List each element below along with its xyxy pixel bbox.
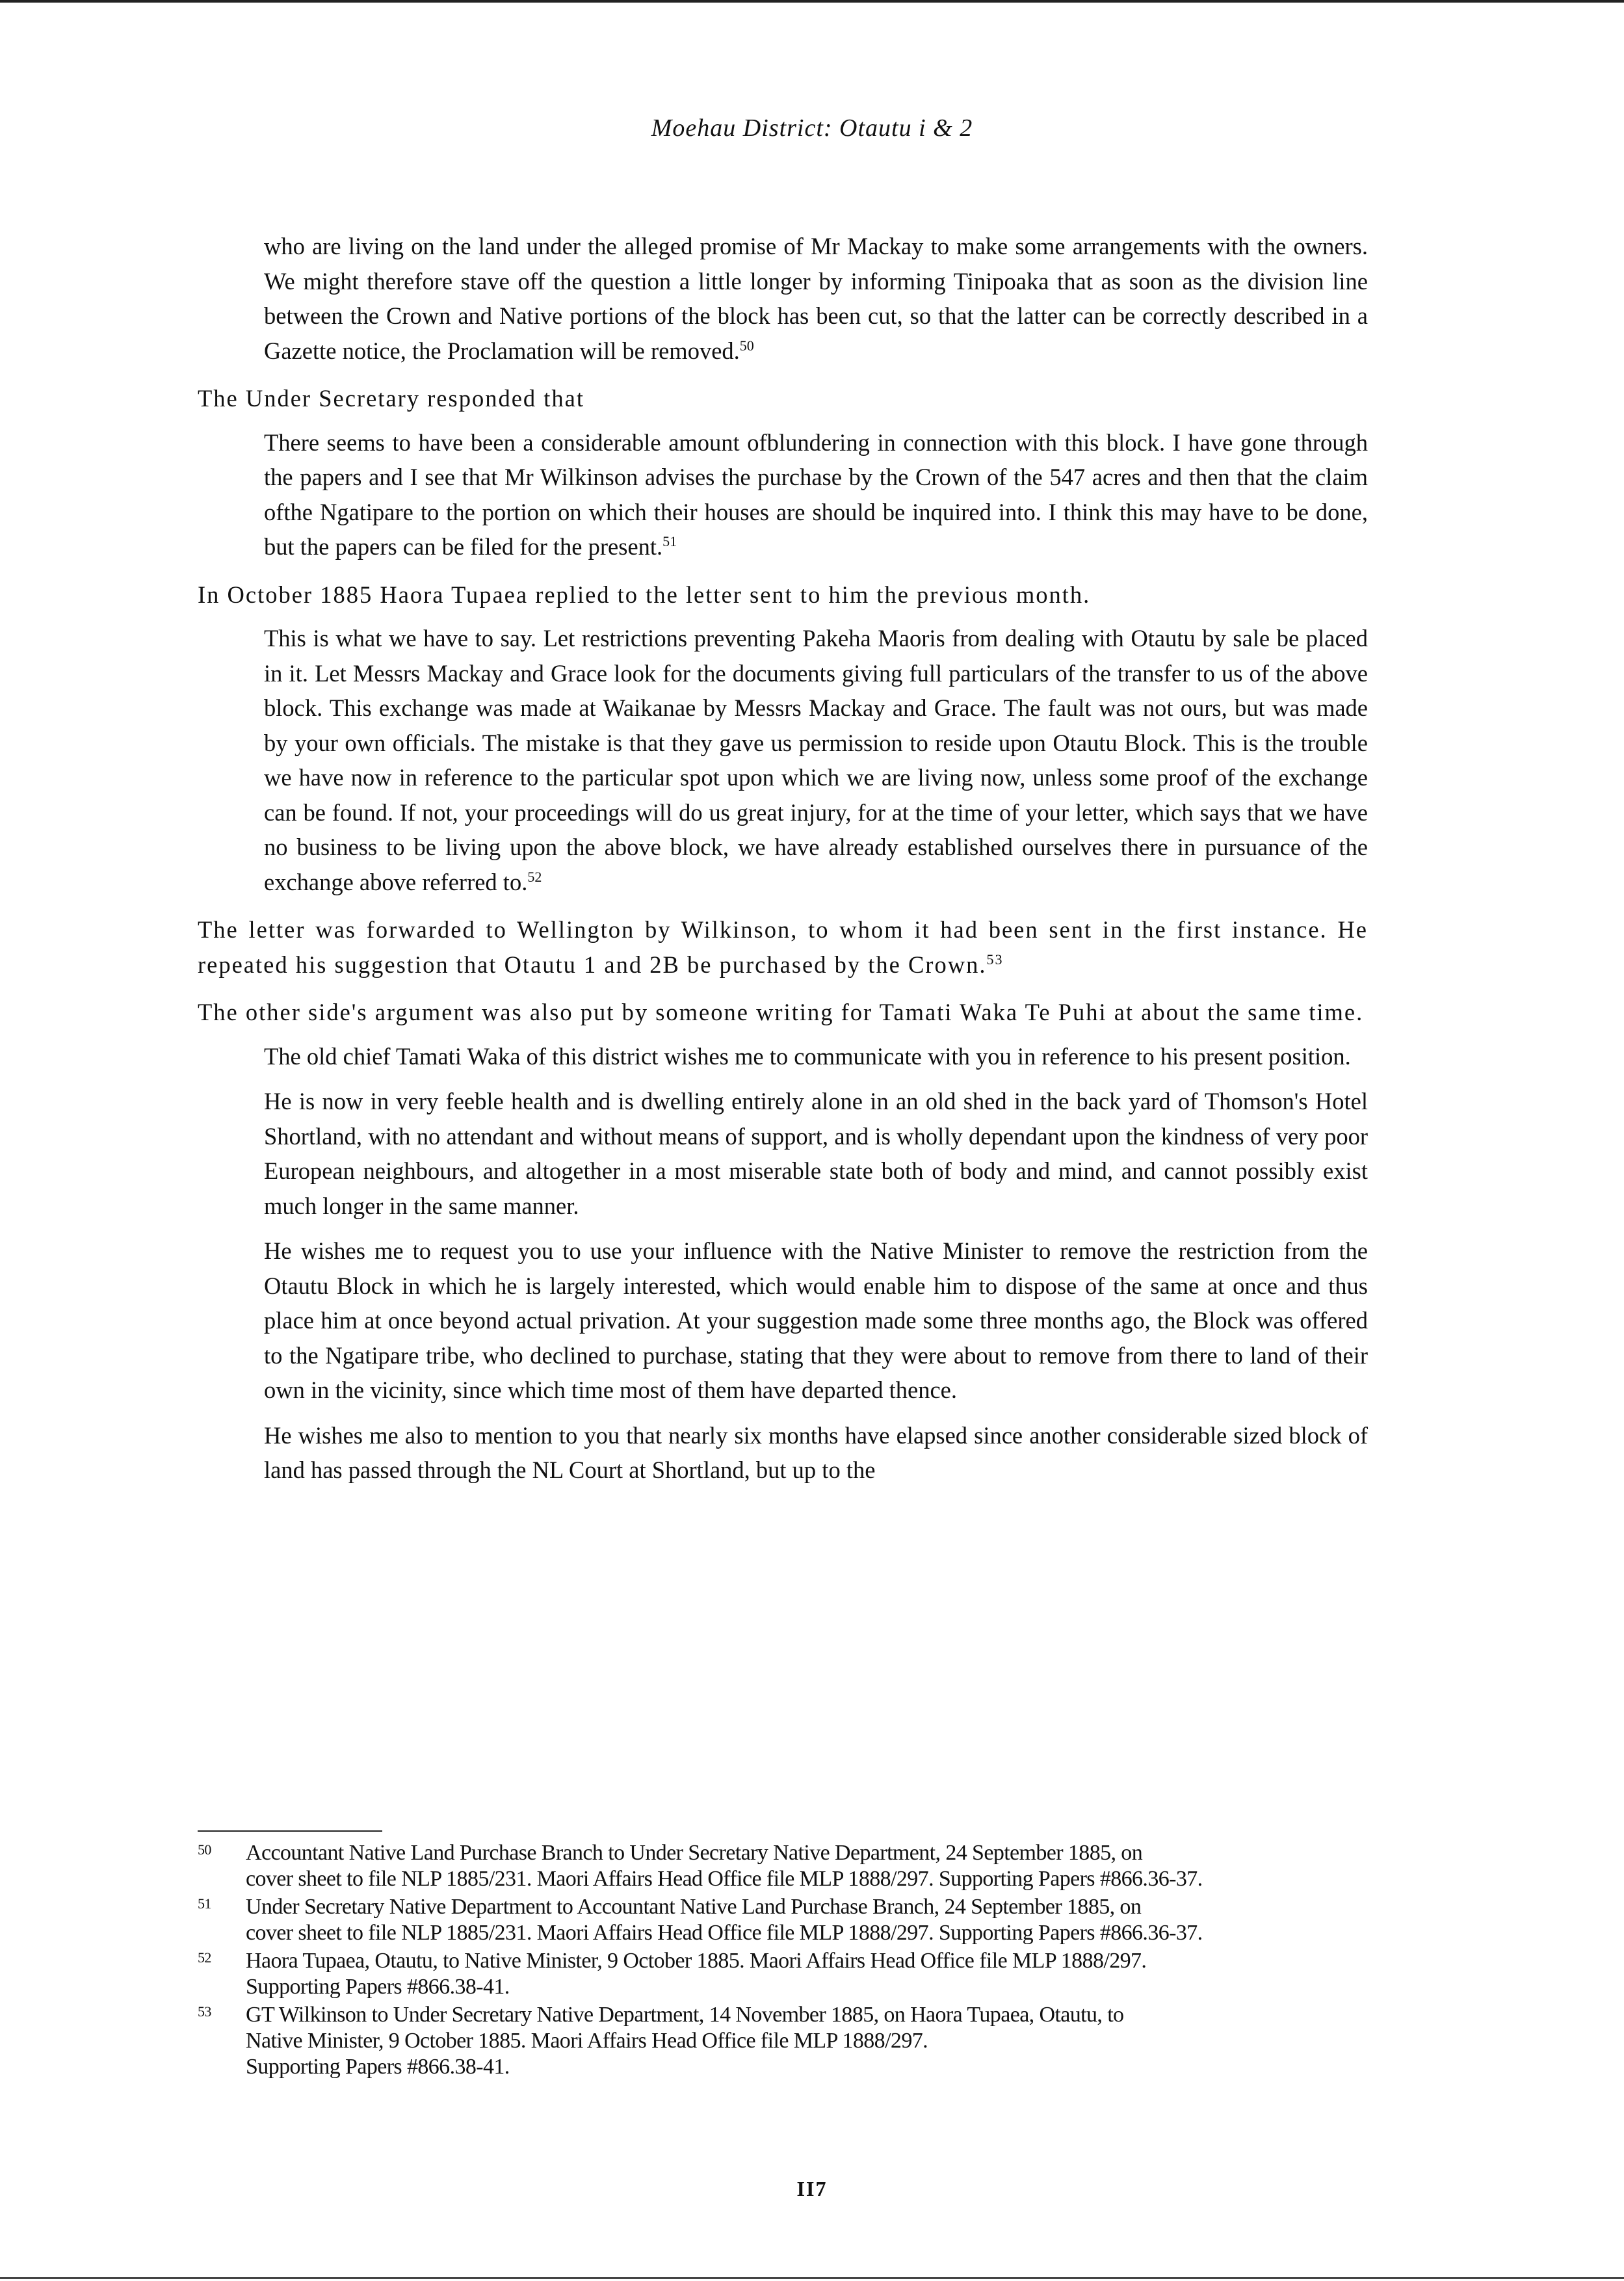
footnote-number: 52 [198, 1949, 211, 1966]
quote-text: The old chief Tamati Waka of this district wishes me to communicate with you in reference to his present position. [264, 1042, 1351, 1070]
running-head: Moehau District: Otautu i & 2 [651, 114, 973, 142]
narrative-paragraph [198, 912, 1368, 982]
footnote-line: Accountant Native Land Purchase Branch to Under Secretary Native Department, 24 September 1885, on [246, 1841, 1143, 1865]
footnote-line: Supporting Papers #866.38-41. [246, 1975, 510, 1999]
narrative-text: The letter was forwarded to Wellington by Wilkinson, to whom it had been sent in the first instance. He repeated his suggestion that Otautu 1 and 2B be purchased by the Crown. [198, 916, 1368, 978]
narrative-text: The other side's argument was also put by someone writing for Tamati Waka Te Puhi at about the same time. [198, 999, 1364, 1025]
footnote-line: Under Secretary Native Department to Accountant Native Land Purchase Branch, 24 September 1885, on [246, 1895, 1142, 1919]
quote-paragraph [264, 425, 1368, 564]
footnote-text [246, 1840, 1368, 1892]
footnotes [198, 1840, 1368, 2082]
quote-paragraph [264, 1233, 1368, 1408]
quote-text: He is now in very feeble health and is dwelling entirely alone in an old shed in the back yard of Thomson's Hotel Shortland, with no attendant and without means of support, and is wholly dependant upon the kindness of very poor European neighbours, and altogether in a most miserable state both of body and mind, and cannot possibly exist much longer in the same manner. [264, 1088, 1368, 1219]
block-quote [264, 621, 1368, 899]
footnote [198, 1840, 1368, 1892]
footnote-text [246, 1894, 1368, 1946]
narrative-text: In October 1885 Haora Tupaea replied to the letter sent to him the previous month. [198, 581, 1091, 608]
page-number: II7 [796, 2177, 828, 2200]
quote-paragraph [264, 621, 1368, 899]
footnote-line: Haora Tupaea, Otautu, to Native Minister, 9 October 1885. Maori Affairs Head Office file MLP 1888/297. [246, 1949, 1147, 1973]
footnote-ref: 50 [739, 337, 754, 354]
page-body [198, 229, 1368, 1498]
footnote [198, 1948, 1368, 2000]
footnote-line: cover sheet to file NLP 1885/231. Maori Affairs Head Office file MLP 1888/297. Supporting Papers #866.36-37. [246, 1921, 1203, 1945]
footnote-number: 53 [198, 2003, 211, 2020]
quote-paragraph [264, 1418, 1368, 1488]
footnote-line: cover sheet to file NLP 1885/231. Maori Affairs Head Office file MLP 1888/297. Supporting Papers #866.36-37. [246, 1867, 1203, 1891]
quote-text: He wishes me to request you to use your influence with the Native Minister to remove the restriction from the Otautu Block in which he is largely interested, which would enable him to dispose of the same at once and thus place him at once beyond actual privation. At your suggestion made some three months ago, the Block was offered to the Ngatipare tribe, who declined to purchase, stating that they were about to remove from there to land of their own in the vicinity, since which time most of them have departed thence. [264, 1237, 1368, 1403]
footnote-number: 51 [198, 1895, 211, 1912]
quote-text: There seems to have been a considerable amount ofblundering in connection with this block. I have gone through the papers and I see that Mr Wilkinson advises the purchase by the Crown of the 547 acres and then that the claim ofthe Ngatipare to the portion on which their houses are should be inquired into. I think this may have to be done, but the papers can be filed for the present. [264, 429, 1368, 560]
footnote [198, 2002, 1368, 2080]
footnote-text [246, 2002, 1368, 2080]
narrative-paragraph [198, 577, 1368, 613]
narrative-text: The Under Secretary responded that [198, 385, 585, 412]
quote-text: He wishes me also to mention to you that nearly six months have elapsed since another considerable sized block of land has passed through the NL Court at Shortland, but up to the [264, 1421, 1368, 1483]
block-quote [264, 425, 1368, 564]
top-border-rule [0, 0, 1624, 3]
quote-paragraph [264, 1084, 1368, 1223]
footnote-line: GT Wilkinson to Under Secretary Native Department, 14 November 1885, on Haora Tupaea, Otautu, to [246, 2003, 1124, 2027]
footnote-text [246, 1948, 1368, 2000]
footnote-ref: 53 [986, 951, 1004, 968]
block-quote [264, 1039, 1368, 1488]
quote-text: This is what we have to say. Let restrictions preventing Pakeha Maoris from dealing with Otautu by sale be placed in it. Let Messrs Mackay and Grace look for the documents giving full particulars of the transfer to us of the above block. This exchange was made at Waikanae by Messrs Mackay and Grace. The fault was not ours, but was made by your own officials. The mistake is that they gave us permission to reside upon Otautu Block. This is the trouble we have now in reference to the particular spot upon which we are living now, unless some proof of the exchange can be found. If not, your proceedings will do us great injury, for at the time of your letter, which says that we have no business to be living upon the above block, we have already established ourselves there in pursuance of the exchange above referred to. [264, 625, 1368, 895]
footnote-separator [198, 1830, 382, 1832]
footnote-number: 50 [198, 1841, 211, 1858]
narrative-paragraph [198, 381, 1368, 416]
bottom-border-rule [0, 2277, 1624, 2279]
quote-paragraph [264, 229, 1368, 368]
quote-paragraph [264, 1039, 1368, 1074]
footnote-ref: 51 [662, 533, 677, 549]
footnote [198, 1894, 1368, 1946]
quote-text: who are living on the land under the alleged promise of Mr Mackay to make some arrangements with the owners. We might therefore stave off the question a little longer by informing Tinipoaka that as soon as the division line between the Crown and Native portions of the block has been cut, so that the latter can be correctly described in a Gazette notice, the Proclamation will be removed. [264, 233, 1368, 364]
block-quote [264, 229, 1368, 368]
footnote-line: Native Minister, 9 October 1885. Maori Affairs Head Office file MLP 1888/297. [246, 2029, 928, 2053]
footnote-line: Supporting Papers #866.38-41. [246, 2055, 510, 2079]
narrative-paragraph [198, 995, 1368, 1030]
footnote-ref: 52 [527, 868, 542, 885]
